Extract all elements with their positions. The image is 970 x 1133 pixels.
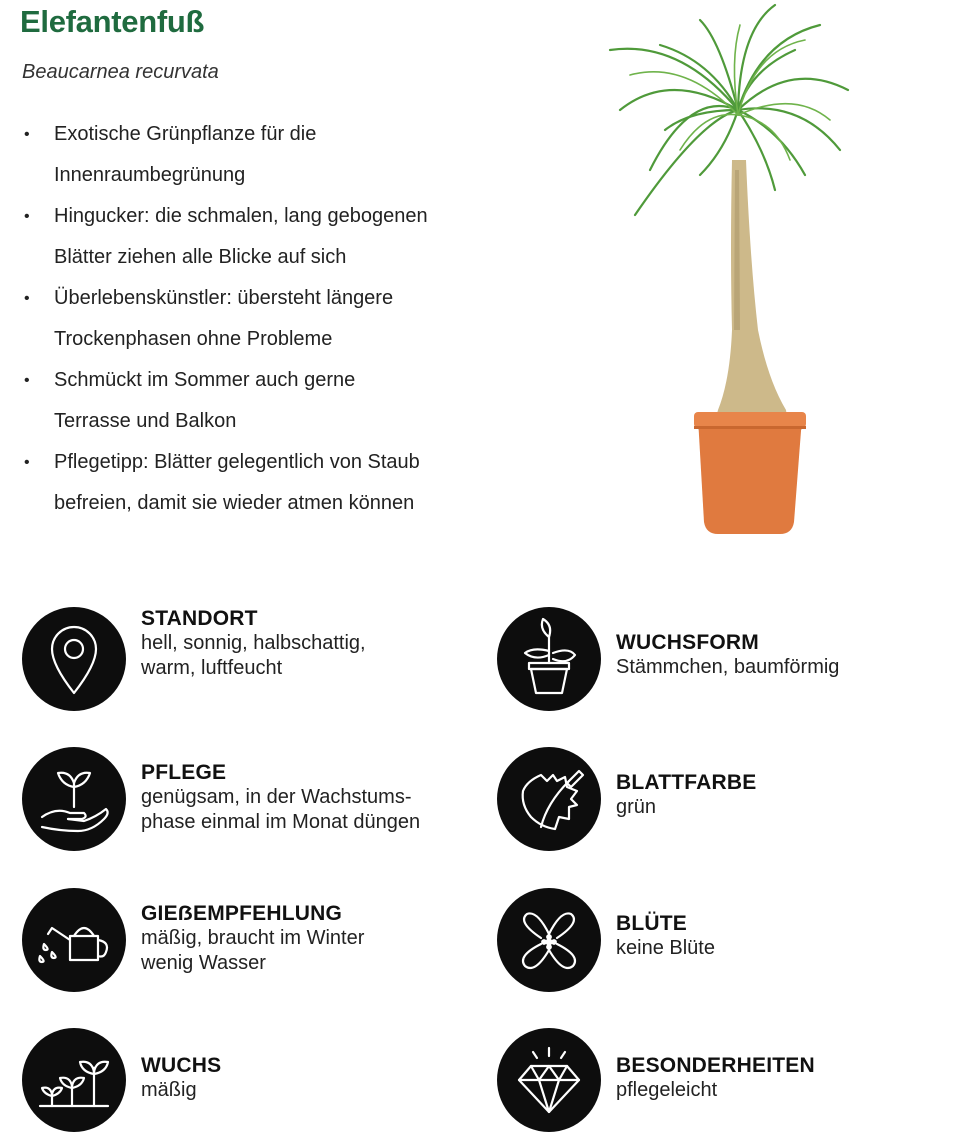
plant-leaves bbox=[610, 5, 848, 215]
feature-heading: BESONDERHEITEN bbox=[616, 1054, 815, 1077]
feature-text: mäßig, braucht im Winter wenig Wasser bbox=[141, 927, 365, 974]
feature-blattfarbe bbox=[497, 747, 967, 851]
feature-wuchsform bbox=[497, 607, 967, 711]
feature-standort bbox=[22, 607, 492, 711]
feature-bullet-list bbox=[24, 114, 494, 524]
feature-heading: GIEẞEMPFEHLUNG bbox=[141, 902, 342, 925]
bullet-item bbox=[24, 360, 494, 442]
feature-heading: STANDORT bbox=[141, 607, 258, 630]
growing-plants-icon bbox=[22, 1028, 126, 1132]
bullet-marker: • bbox=[24, 454, 30, 471]
feature-heading: WUCHSFORM bbox=[616, 631, 759, 654]
feature-text: keine Blüte bbox=[616, 937, 715, 959]
feature-giessempfehlung bbox=[22, 888, 492, 992]
product-title: Elefantenfuß bbox=[20, 4, 205, 39]
hand-seedling-icon bbox=[22, 747, 126, 851]
bullet-text: Überlebenskünstler: übersteht längere Trockenphasen ohne Probleme bbox=[54, 287, 394, 350]
bullet-marker: • bbox=[24, 290, 30, 307]
feature-text: grün bbox=[616, 796, 657, 818]
bullet-item bbox=[24, 114, 494, 196]
feature-heading: PFLEGE bbox=[141, 761, 227, 784]
feature-text: hell, sonnig, halbschattig, warm, luftfeucht bbox=[141, 632, 366, 679]
plant-pot bbox=[698, 418, 802, 534]
feature-text: mäßig bbox=[141, 1079, 197, 1101]
diamond-icon bbox=[497, 1028, 601, 1132]
feature-heading: BLÜTE bbox=[616, 912, 687, 935]
product-image bbox=[590, 0, 880, 545]
feature-text: genügsam, in der Wachstums- phase einmal im Monat düngen bbox=[141, 786, 421, 833]
location-pin-icon bbox=[22, 607, 126, 711]
potted-plant-icon bbox=[497, 607, 601, 711]
feature-wuchs bbox=[22, 1028, 492, 1132]
watering-can-icon bbox=[22, 888, 126, 992]
bullet-item bbox=[24, 442, 494, 524]
feature-besonderheiten bbox=[497, 1028, 967, 1132]
bullet-marker: • bbox=[24, 372, 30, 389]
bullet-text: Pflegetipp: Blätter gelegentlich von Staub befreien, damit sie wieder atmen können bbox=[54, 451, 420, 514]
bullet-marker: • bbox=[24, 208, 30, 225]
bullet-marker: • bbox=[24, 126, 30, 143]
feature-text: Stämmchen, baumförmig bbox=[616, 656, 840, 678]
feature-bluete bbox=[497, 888, 967, 992]
plant-trunk bbox=[716, 160, 786, 432]
feature-heading: WUCHS bbox=[141, 1054, 222, 1077]
feature-text: pflegeleicht bbox=[616, 1079, 718, 1101]
bullet-item bbox=[24, 196, 494, 278]
flower-icon bbox=[497, 888, 601, 992]
leaf-brush-icon bbox=[497, 747, 601, 851]
bullet-text: Hingucker: die schmalen, lang gebogenen Blätter ziehen alle Blicke auf sich bbox=[54, 205, 428, 268]
bullet-text: Schmückt im Sommer auch gerne Terrasse und Balkon bbox=[54, 369, 356, 432]
feature-heading: BLATTFARBE bbox=[616, 771, 757, 794]
bullet-text: Exotische Grünpflanze für die Innenraumbegrünung bbox=[54, 123, 317, 186]
latin-name: Beaucarnea recurvata bbox=[22, 61, 219, 83]
feature-pflege bbox=[22, 747, 492, 851]
bullet-item bbox=[24, 278, 494, 360]
